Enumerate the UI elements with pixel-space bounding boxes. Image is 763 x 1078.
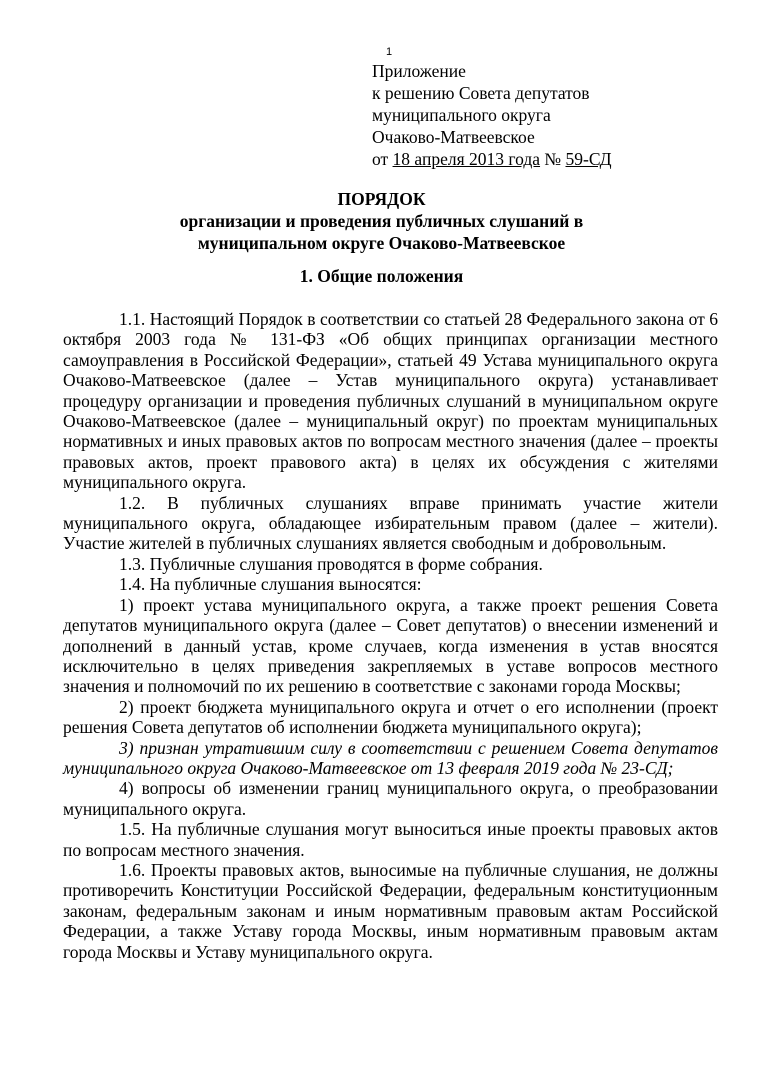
- title-line: организации и проведения публичных слушаний в: [179, 211, 584, 231]
- paragraph: 1.4. На публичные слушания выносятся:: [119, 574, 422, 595]
- paragraph: 1.3. Публичные слушания проводятся в форме собрания.: [119, 553, 543, 574]
- page-number: 1: [386, 46, 393, 58]
- paragraph: 1.5. На публичные слушания могут выноситься иные проекты правовых актов по вопросам местного значения.: [63, 819, 718, 860]
- repealed-paragraph: 3) признан утратившим силу в соответствии с решением Совета депутатов муниципального округа Очаково-Матвеевское от 13 февраля 2019 года № 23-СД;: [63, 737, 718, 778]
- paragraph: 4) вопросы об изменении границ муниципального округа, о преобразовании муниципального округа.: [63, 778, 718, 819]
- decision-date: 18 апреля 2013 года: [392, 149, 541, 169]
- paragraph: 1.1. Настоящий Порядок в соответствии со статьей 28 Федерального закона от 6 октября 2003 года № 131-ФЗ «Об общих принципах организации местного самоуправления в Российской Федерации», статьей 49 Устава муниципального округа Очаково-Матвеевское (далее – Устав муниципального округа) устанавливает процедуру организации и проведения публичных слушаний в муниципальном округе Очаково-Матвеевское (далее – муниципальный округ) по проектам муниципальных нормативных и иных правовых актов по вопросам местного значения (далее – проекты правовых актов, проект правового акта) в целях их обсуждения с жителями муниципального округа.: [63, 309, 718, 493]
- paragraph: 2) проект бюджета муниципального округа и отчет о его исполнении (проект решения Совета депутатов об исполнении бюджета муниципального округа);: [63, 696, 718, 738]
- appendix-line: муниципального округа: [372, 105, 551, 125]
- document-body: [63, 309, 718, 962]
- section-heading: 1. Общие положения: [299, 266, 464, 286]
- date-prefix: от: [372, 149, 393, 169]
- appendix-line: Очаково-Матвеевское: [372, 127, 535, 147]
- paragraph: 1.6. Проекты правовых актов, выносимые на публичные слушания, не должны противоречить Конституции Российской Федерации, федеральным конституционным законам, федеральным законам и иным нормативным правовым актам Российской Федерации, а также Уставу города Москвы, иным нормативным правовым актам города Москвы и Уставу муниципального округа.: [63, 859, 718, 962]
- appendix-header: [372, 60, 612, 170]
- number-prefix: №: [540, 149, 566, 169]
- title-line: ПОРЯДОК: [337, 189, 426, 209]
- appendix-date-line: [372, 148, 612, 170]
- appendix-line: Приложение: [372, 61, 466, 81]
- paragraph: 1.2. В публичных слушаниях вправе принимать участие жители муниципального округа, обладающее избирательным правом (далее – жители). Участие жителей в публичных слушаниях является свободным и добровольным.: [63, 492, 718, 554]
- document-title: [0, 188, 763, 254]
- paragraph: 1) проект устава муниципального округа, а также проект решения Совета депутатов муниципального округа (далее – Совет депутатов) о внесении изменений и дополнений в данный устав, кроме случаев, когда изменения в устав вносятся исключительно в целях приведения закрепляемых в уставе вопросов местного значения и полномочий по их решению в соответствие с законами города Москвы;: [63, 594, 718, 697]
- appendix-line: к решению Совета депутатов: [372, 83, 590, 103]
- title-line: муниципальном округе Очаково-Матвеевское: [197, 233, 566, 253]
- decision-number: 59-СД: [565, 149, 612, 169]
